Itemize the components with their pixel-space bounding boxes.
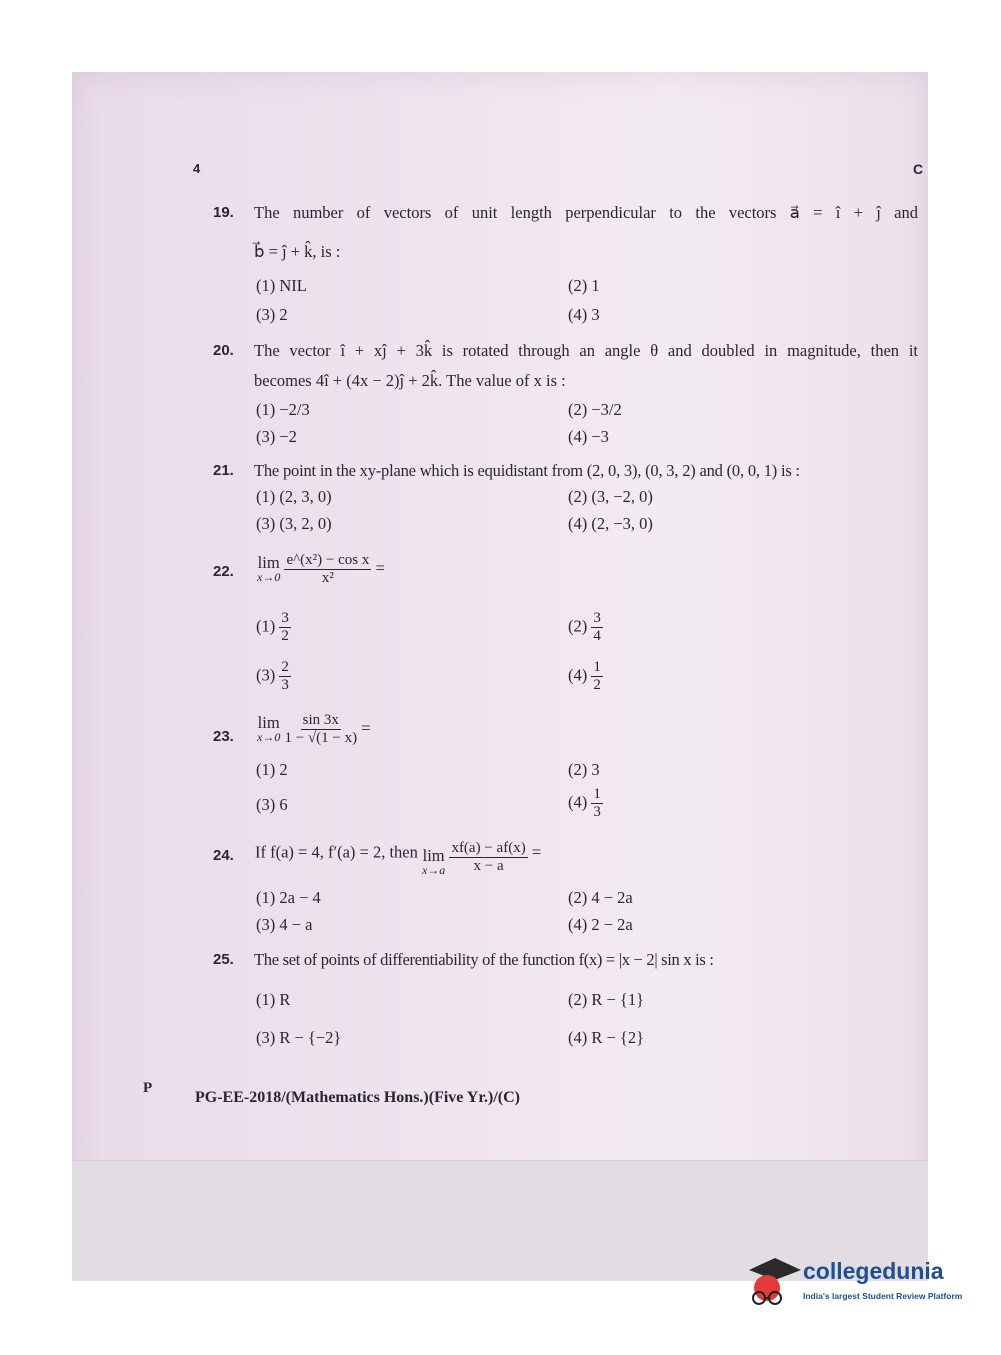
question-number: 22.: [213, 563, 234, 580]
option-3: (3) 2: [256, 305, 288, 324]
equals: =: [361, 718, 371, 738]
question-text: becomes 4î + (4x − 2)ĵ + 2k̂. The value of x is :: [254, 371, 566, 390]
collegedunia-logo: [745, 1252, 970, 1314]
limit-expression: [257, 552, 385, 587]
option-1: (1) R: [256, 990, 291, 1009]
denominator: x − a: [473, 858, 504, 874]
limit-expression: [257, 712, 371, 747]
numerator: xf(a) − af(x): [451, 840, 526, 856]
question-text: The number of vectors of unit length perpendicular to the vectors a⃗ = î + ĵ and: [254, 203, 918, 222]
numerator: sin 3x: [302, 712, 339, 728]
option-3: (3) (3, 2, 0): [256, 514, 332, 533]
paper-footer: PG-EE-2018/(Mathematics Hons.)(Five Yr.)/(C): [195, 1089, 520, 1106]
question-text: The point in the xy-plane which is equidistant from (2, 0, 3), (0, 3, 2) and (0, 0, 1) is :: [254, 461, 800, 480]
question-text: If f(a) = 4, f′(a) = 2, then: [255, 842, 418, 862]
lim-label: lim: [422, 845, 445, 865]
question-text: The set of points of differentiability of the function f(x) = |x − 2| sin x is :: [254, 950, 714, 969]
option-1: (1) (2, 3, 0): [256, 487, 332, 506]
option-1: (1) NIL: [256, 276, 307, 295]
option-4: (4) $\frac{1}{3}$: [568, 786, 601, 820]
option-2: (2) (3, −2, 0): [568, 487, 653, 506]
question-number: 20.: [213, 342, 234, 359]
option-4: (4) −3: [568, 427, 609, 446]
question-text: The vector î + xĵ + 3k̂ is rotated through an angle θ and doubled in magnitude, then it: [254, 341, 918, 360]
option-1: (1) 2a − 4: [256, 888, 321, 907]
option-3: (3) R − {−2}: [256, 1028, 342, 1047]
option-1: (1) 2: [256, 760, 288, 779]
denominator: 1 − √(1 − x): [284, 730, 358, 746]
question-number: 23.: [213, 728, 234, 745]
logo-text: collegedunia: [803, 1258, 944, 1284]
lim-subscript: x→0: [257, 569, 281, 584]
question-number: 25.: [213, 951, 234, 968]
option-3: (3) $\frac{2}{3}$: [256, 659, 289, 693]
option-2: (2) $\frac{3}{4}$: [568, 610, 601, 644]
mascot-icon: [745, 1252, 803, 1314]
lim-subscript: x→a: [421, 862, 446, 877]
option-4: (4) R − {2}: [568, 1028, 645, 1047]
option-3: (3) 6: [256, 795, 288, 814]
logo-tagline: India's largest Student Review Platform: [803, 1291, 963, 1301]
equals: =: [375, 558, 385, 578]
option-1: (1) −2/3: [256, 400, 310, 419]
limit-expression: [255, 836, 542, 877]
lim-subscript: x→0: [257, 729, 281, 744]
set-code: C: [913, 161, 924, 177]
option-2: (2) R − {1}: [568, 990, 645, 1009]
numerator: e^(x²) − cos x: [286, 552, 370, 568]
option-4: (4) 3: [568, 305, 600, 324]
option-4: (4) (2, −3, 0): [568, 514, 653, 533]
question-number: 24.: [213, 847, 234, 864]
option-2: (2) −3/2: [568, 400, 622, 419]
option-2: (2) 3: [568, 760, 600, 779]
option-3: (3) 4 − a: [256, 915, 313, 934]
question-number: 19.: [213, 204, 234, 221]
option-2: (2) 4 − 2a: [568, 888, 633, 907]
lim-label: lim: [257, 712, 280, 732]
margin-letter: P: [143, 1080, 153, 1096]
lim-label: lim: [257, 552, 280, 572]
question-number: 21.: [213, 462, 234, 479]
option-4: (4) $\frac{1}{2}$: [568, 659, 601, 693]
option-3: (3) −2: [256, 427, 297, 446]
question-text: b⃗ = ĵ + k̂, is :: [254, 242, 341, 261]
option-2: (2) 1: [568, 276, 600, 295]
equals: =: [531, 842, 542, 862]
denominator: x²: [321, 570, 334, 586]
option-1: (1) $\frac{3}{2}$: [256, 610, 289, 644]
option-4: (4) 2 − 2a: [568, 915, 633, 934]
page-number: 4: [193, 161, 201, 176]
